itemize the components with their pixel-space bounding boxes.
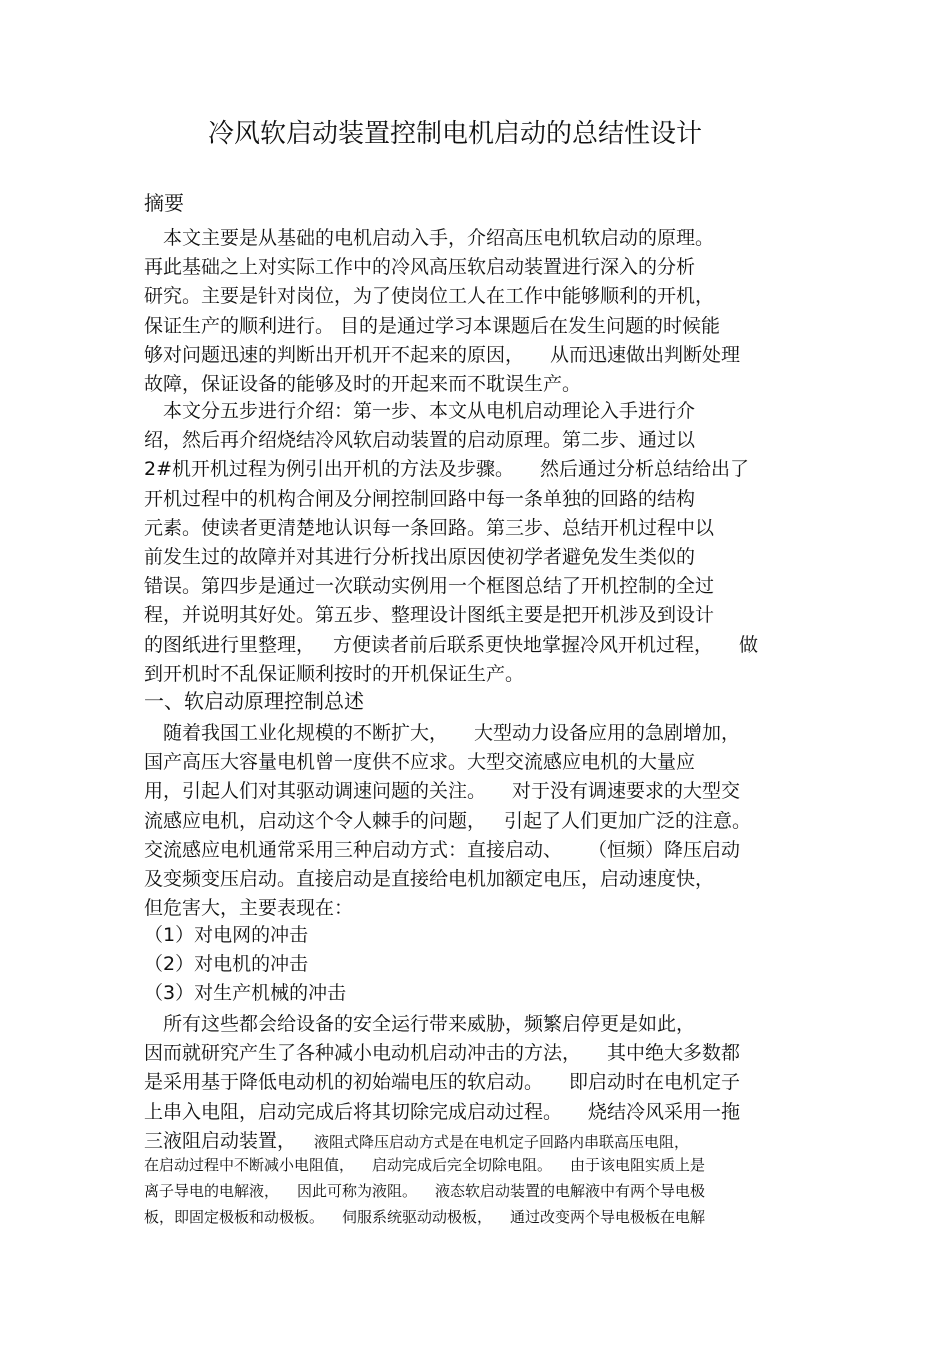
text-line: [144, 1068, 740, 1097]
text-line: [144, 631, 758, 660]
text-line: 程，并说明其好处。第五步、整理设计图纸主要是把开机涉及到设计: [144, 604, 715, 627]
section-1-heading: 一、软启动原理控制总述: [144, 689, 364, 713]
text-segment: （恒频）降压启动: [588, 838, 741, 861]
text-line: 国产高压大容量电机曾一度供不应求。大型交流感应电机的大量应: [144, 751, 696, 774]
abstract-paragraph-2: [144, 397, 758, 689]
text-segment: 即启动时在电机定子: [569, 1071, 741, 1094]
text-segment: 对于没有调速要求的大型交: [512, 780, 741, 803]
text-segment: 离子导电的电解液，: [144, 1182, 280, 1200]
section-1-paragraph-1: [144, 719, 751, 923]
text-line: 但危害大，主要表现在：: [144, 897, 354, 920]
text-line: [144, 1204, 705, 1230]
text-segment: 从而迅速做出判断处理: [550, 343, 741, 366]
text-segment: 因此可称为液阻。: [297, 1182, 418, 1200]
text-segment: 是采用基于降低电动机的初始端电压的软启动。: [144, 1071, 544, 1094]
text-line: 错误。第四步是通过一次联动实例用一个框图总结了开机控制的全过: [144, 575, 715, 598]
text-segment: 的图纸进行里整理，: [144, 633, 316, 656]
text-line: [144, 807, 751, 836]
text-segment: 随着我国工业化规模的不断扩大，: [144, 722, 449, 744]
text-line: [144, 1152, 705, 1178]
text-segment: 启动完成后完全切除电阻。: [372, 1156, 553, 1174]
text-segment: 大型动力设备应用的急剧增加，: [474, 722, 741, 744]
text-segment: 流感应电机，启动这个令人棘手的问题，: [144, 809, 487, 832]
document-title: 冷风软启动装置控制电机启动的总结性设计: [207, 119, 702, 149]
text-segment: 由于该电阻实质上是: [570, 1156, 706, 1174]
text-segment: 够对问题迅速的判断出开机开不起来的原因，: [144, 343, 525, 366]
text-segment: 三液阻启动装置，: [144, 1129, 297, 1152]
text-line: 故障，保证设备的能够及时的开起来而不耽误生产。: [144, 373, 582, 396]
text-line: 前发生过的故障并对其进行分析找出原因使初学者避免发生类似的: [144, 546, 696, 569]
text-segment: 然后通过分析总结给出了: [540, 458, 750, 481]
abstract-paragraph-1: [144, 224, 740, 399]
text-line: 本文主要是从基础的电机启动入手，介绍高压电机软启动的原理。: [144, 227, 715, 249]
text-line: [144, 719, 751, 748]
text-segment: 液态软启动装置的电解液中有两个导电极: [435, 1182, 706, 1200]
text-segment: 2#机开机过程为例引出开机的方法及步骤。: [144, 458, 515, 481]
condition-list: [144, 921, 346, 1009]
text-line: [144, 341, 740, 370]
text-segment: 在启动过程中不断减小电阻值，: [144, 1156, 355, 1174]
text-line: [144, 777, 751, 806]
list-item: （2）对电机的冲击: [144, 953, 309, 976]
text-line: 再此基础之上对实际工作中的冷风高压软启动装置进行深入的分析: [144, 256, 696, 279]
text-line: 绍，然后再介绍烧结冷风软启动装置的启动原理。第二步、通过以: [144, 429, 696, 452]
text-segment: 因而就研究产生了各种减小电动机启动冲击的方法，: [144, 1042, 582, 1065]
text-segment: 通过改变两个导电极板在电解: [510, 1208, 706, 1226]
text-line: [144, 455, 758, 484]
text-line: [144, 1098, 740, 1127]
text-line: 开机过程中的机构合闸及分闸控制回路中每一条单独的回路的结构: [144, 487, 696, 510]
list-item: （3）对生产机械的冲击: [144, 982, 347, 1005]
text-line: 研究。主要是针对岗位，为了使岗位工人在工作中能够顺利的开机，: [144, 285, 715, 308]
text-segment: 做: [739, 633, 759, 656]
text-segment: 用，引起人们对其驱动调速问题的关注。: [144, 780, 487, 803]
text-segment: 引起了人们更加广泛的注意。: [504, 809, 752, 832]
text-segment: 其中绝大多数都: [607, 1042, 741, 1065]
abstract-heading: 摘要: [144, 191, 184, 215]
text-line: 所有这些都会给设备的安全运行带来威胁，频繁启停更是如此，: [144, 1013, 696, 1035]
text-line: [144, 836, 751, 865]
section-1-paragraph-2: [144, 1010, 740, 1156]
text-line: 元素。使读者更清楚地认识每一条回路。第三步、总结开机过程中以: [144, 516, 715, 539]
text-segment: 交流感应电机通常采用三种启动方式：直接启动、: [144, 838, 563, 861]
text-line: [144, 1039, 740, 1068]
text-line: 及变频变压启动。直接启动是直接给电机加额定电压，启动速度快，: [144, 868, 715, 891]
text-line: [144, 1178, 705, 1204]
text-line: 本文分五步进行介绍：第一步、本文从电机启动理论入手进行介: [144, 400, 696, 422]
section-1-paragraph-3: [144, 1152, 705, 1230]
list-item: （1）对电网的冲击: [144, 924, 309, 946]
text-segment: 伺服系统驱动动极板，: [342, 1208, 493, 1226]
text-segment: 液阻式降压启动方式是在电机定子回路内串联高压电阻，: [314, 1132, 690, 1151]
text-line: 到开机时不乱保证顺利按时的开机保证生产。: [144, 662, 525, 685]
text-segment: 上串入电阻，启动完成后将其切除完成启动过程。: [144, 1100, 563, 1123]
text-segment: 烧结冷风采用一拖: [588, 1100, 741, 1123]
text-line: 保证生产的顺利进行。 目的是通过学习本课题后在发生问题的时候能: [144, 314, 721, 337]
text-segment: 方便读者前后联系更快地掌握冷风开机过程，: [333, 633, 714, 656]
text-segment: 板，即固定极板和动极板。: [144, 1208, 325, 1226]
